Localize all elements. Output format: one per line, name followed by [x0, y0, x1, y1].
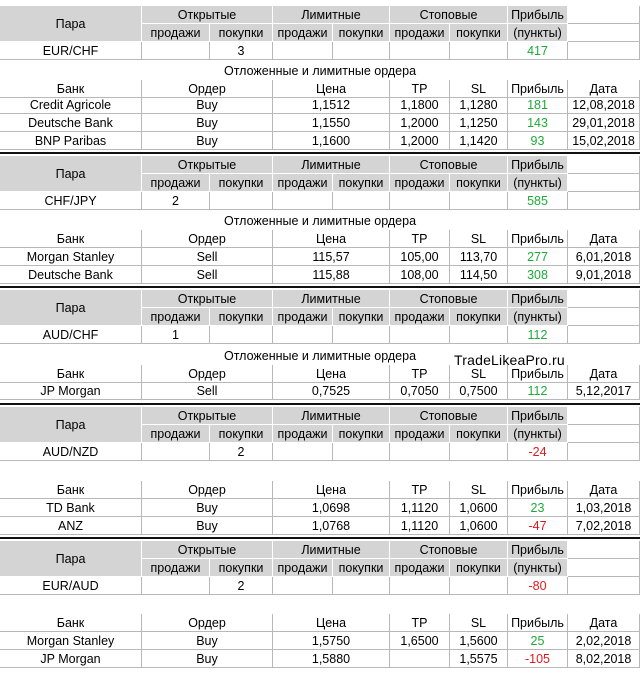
section-divider: [0, 403, 640, 405]
sell-subheader: продажи: [142, 425, 210, 443]
tp-value: 1,6500: [390, 632, 450, 650]
pending-orders-title: Отложенные и лимитные ордера: [223, 214, 417, 228]
price-header: Цена: [273, 481, 390, 499]
order-profit-value: 308: [508, 266, 568, 284]
summary-data-row: [0, 192, 640, 210]
open-sell-value: 1: [142, 326, 210, 344]
order-header: Ордер: [142, 80, 273, 98]
sl-header: SL: [450, 481, 508, 499]
limit-header: Лимитные: [273, 290, 390, 308]
order-profit-value: -105: [508, 650, 568, 668]
stop-header: Стоповые: [390, 6, 508, 24]
summary-subheader-row: [0, 24, 640, 42]
bank-value: Credit Agricole: [0, 96, 142, 114]
tp-value: 1,1120: [390, 517, 450, 535]
buy-subheader: покупки: [210, 425, 273, 443]
empty-cell: [568, 24, 640, 42]
order-profit-header: Прибыль: [508, 80, 568, 98]
sell-subheader: продажи: [273, 308, 333, 326]
order-row: [0, 382, 640, 400]
date-value: 29,01,2018: [568, 114, 640, 132]
date-value: 15,02,2018: [568, 132, 640, 150]
sell-subheader: продажи: [390, 425, 450, 443]
summary-subheader-row: [0, 308, 640, 326]
limit-sell-value: [273, 443, 333, 461]
order-type-value: Buy: [142, 517, 273, 535]
pair-header: Пара: [0, 156, 142, 192]
open-header: Открытые: [142, 407, 273, 425]
stop-buy-value: [450, 192, 508, 210]
tp-value: 1,2000: [390, 114, 450, 132]
summary-header-row: [0, 541, 640, 566]
price-header: Цена: [273, 80, 390, 98]
date-header: Дата: [568, 80, 640, 98]
empty-cell: [568, 192, 640, 210]
sl-value: 1,0600: [450, 517, 508, 535]
sell-subheader: продажи: [390, 174, 450, 192]
buy-subheader: покупки: [210, 559, 273, 577]
order-profit-value: 25: [508, 632, 568, 650]
price-value: 1,1600: [273, 132, 390, 150]
bank-header: Банк: [0, 365, 142, 383]
points-subheader: (пункты): [508, 425, 568, 443]
open-sell-value: [142, 443, 210, 461]
points-subheader: (пункты): [508, 24, 568, 42]
pending-orders-title-row: [0, 62, 640, 80]
empty-cell: [568, 425, 640, 443]
summary-data-row: [0, 577, 640, 595]
bank-header: Банк: [0, 481, 142, 499]
pair-value: AUD/CHF: [0, 326, 142, 344]
summary-subheader-row: [0, 174, 640, 192]
buy-subheader: покупки: [333, 559, 390, 577]
limit-header: Лимитные: [273, 541, 390, 559]
empty-cell: [568, 42, 640, 60]
summary-data-row: [0, 42, 640, 60]
open-sell-value: 2: [142, 192, 210, 210]
order-header: Ордер: [142, 481, 273, 499]
summary-header-row: [0, 407, 640, 432]
profit-header: Прибыль: [508, 156, 568, 174]
limit-buy-value: [333, 42, 390, 60]
order-profit-value: 23: [508, 499, 568, 517]
empty-cell: [568, 174, 640, 192]
bank-header: Банк: [0, 80, 142, 98]
sl-header: SL: [450, 365, 508, 383]
stop-sell-value: [390, 42, 450, 60]
open-header: Открытые: [142, 541, 273, 559]
price-value: 1,5880: [273, 650, 390, 668]
pair-header: Пара: [0, 407, 142, 443]
tp-header: TP: [390, 80, 450, 98]
order-row: [0, 650, 640, 668]
order-type-value: Buy: [142, 114, 273, 132]
date-header: Дата: [568, 365, 640, 383]
order-row: [0, 632, 640, 650]
tp-value: 1,1120: [390, 499, 450, 517]
buy-subheader: покупки: [450, 308, 508, 326]
stop-sell-value: [390, 443, 450, 461]
profit-header: Прибыль: [508, 407, 568, 425]
summary-subheader-row: [0, 425, 640, 443]
order-type-value: Buy: [142, 650, 273, 668]
bank-value: TD Bank: [0, 499, 142, 517]
empty-cell: [568, 541, 640, 559]
sell-subheader: продажи: [390, 24, 450, 42]
price-header: Цена: [273, 230, 390, 248]
order-type-value: Sell: [142, 266, 273, 284]
tp-header: TP: [390, 365, 450, 383]
empty-cell: [568, 559, 640, 577]
open-buy-value: 2: [210, 443, 273, 461]
limit-buy-value: [333, 443, 390, 461]
order-row: [0, 114, 640, 132]
total-profit-value: 417: [508, 42, 568, 60]
date-value: 2,02,2018: [568, 632, 640, 650]
sell-subheader: продажи: [273, 425, 333, 443]
bank-value: Morgan Stanley: [0, 632, 142, 650]
summary-header-row: [0, 290, 640, 315]
open-header: Открытые: [142, 156, 273, 174]
order-row: [0, 248, 640, 266]
date-value: 8,02,2018: [568, 650, 640, 668]
buy-subheader: покупки: [210, 308, 273, 326]
order-type-value: Buy: [142, 96, 273, 114]
stop-sell-value: [390, 326, 450, 344]
order-type-value: Sell: [142, 248, 273, 266]
price-header: Цена: [273, 614, 390, 632]
order-header: Ордер: [142, 230, 273, 248]
buy-subheader: покупки: [210, 174, 273, 192]
order-profit-value: 93: [508, 132, 568, 150]
pair-value: EUR/CHF: [0, 42, 142, 60]
stop-header: Стоповые: [390, 290, 508, 308]
empty-cell: [568, 308, 640, 326]
points-subheader: (пункты): [508, 174, 568, 192]
open-buy-value: 2: [210, 577, 273, 595]
points-subheader: (пункты): [508, 308, 568, 326]
bank-value: JP Morgan: [0, 650, 142, 668]
sell-subheader: продажи: [273, 24, 333, 42]
empty-cell: [568, 326, 640, 344]
stop-buy-value: [450, 443, 508, 461]
bank-value: Deutsche Bank: [0, 114, 142, 132]
stop-sell-value: [390, 577, 450, 595]
order-header: Ордер: [142, 614, 273, 632]
empty-cell: [568, 6, 640, 24]
sell-subheader: продажи: [273, 559, 333, 577]
open-sell-value: [142, 577, 210, 595]
buy-subheader: покупки: [450, 559, 508, 577]
sl-header: SL: [450, 80, 508, 98]
price-value: 115,57: [273, 248, 390, 266]
pair-header: Пара: [0, 541, 142, 577]
sl-value: 1,5600: [450, 632, 508, 650]
profit-header: Прибыль: [508, 6, 568, 24]
sl-header: SL: [450, 230, 508, 248]
sl-value: 1,1250: [450, 114, 508, 132]
bank-value: Deutsche Bank: [0, 266, 142, 284]
bank-header: Банк: [0, 230, 142, 248]
bank-value: ANZ: [0, 517, 142, 535]
pair-header: Пара: [0, 290, 142, 326]
watermark: TradeLikeaPro.ru: [454, 352, 565, 368]
sell-subheader: продажи: [390, 308, 450, 326]
date-value: 12,08,2018: [568, 96, 640, 114]
order-profit-header: Прибыль: [508, 230, 568, 248]
order-type-value: Buy: [142, 132, 273, 150]
sl-value: 0,7500: [450, 382, 508, 400]
tp-value: 1,1800: [390, 96, 450, 114]
total-profit-value: 112: [508, 326, 568, 344]
buy-subheader: покупки: [450, 425, 508, 443]
buy-subheader: покупки: [333, 24, 390, 42]
tp-value: 108,00: [390, 266, 450, 284]
empty-cell: [568, 443, 640, 461]
stop-buy-value: [450, 326, 508, 344]
orders-header-row: [0, 481, 640, 499]
order-row: [0, 499, 640, 517]
sell-subheader: продажи: [142, 24, 210, 42]
price-value: 1,5750: [273, 632, 390, 650]
profit-header: Прибыль: [508, 290, 568, 308]
sl-value: 1,5575: [450, 650, 508, 668]
limit-sell-value: [273, 326, 333, 344]
summary-data-row: [0, 326, 640, 344]
bank-header: Банк: [0, 614, 142, 632]
sl-value: 114,50: [450, 266, 508, 284]
stop-header: Стоповые: [390, 407, 508, 425]
profit-header: Прибыль: [508, 541, 568, 559]
price-value: 115,88: [273, 266, 390, 284]
order-profit-value: 143: [508, 114, 568, 132]
bank-value: BNP Paribas: [0, 132, 142, 150]
orders-header-row: [0, 614, 640, 632]
section-divider: [0, 537, 640, 539]
date-value: 9,01,2018: [568, 266, 640, 284]
stop-header: Стоповые: [390, 541, 508, 559]
points-subheader: (пункты): [508, 559, 568, 577]
buy-subheader: покупки: [450, 24, 508, 42]
empty-cell: [568, 577, 640, 595]
price-value: 1,0698: [273, 499, 390, 517]
buy-subheader: покупки: [450, 174, 508, 192]
tp-header: TP: [390, 614, 450, 632]
limit-buy-value: [333, 326, 390, 344]
bank-value: Morgan Stanley: [0, 248, 142, 266]
sl-value: 1,1420: [450, 132, 508, 150]
section-divider: [0, 152, 640, 154]
pair-header: Пара: [0, 6, 142, 42]
open-header: Открытые: [142, 290, 273, 308]
open-buy-value: [210, 192, 273, 210]
order-profit-value: 277: [508, 248, 568, 266]
total-profit-value: -24: [508, 443, 568, 461]
section-divider: [0, 286, 640, 288]
buy-subheader: покупки: [333, 174, 390, 192]
order-row: [0, 266, 640, 284]
order-profit-value: -47: [508, 517, 568, 535]
empty-cell: [568, 156, 640, 174]
price-value: 1,1550: [273, 114, 390, 132]
tp-header: TP: [390, 230, 450, 248]
order-profit-header: Прибыль: [508, 481, 568, 499]
pair-value: AUD/NZD: [0, 443, 142, 461]
order-row: [0, 517, 640, 535]
limit-sell-value: [273, 192, 333, 210]
summary-header-row: [0, 6, 640, 31]
price-value: 1,0768: [273, 517, 390, 535]
total-profit-value: -80: [508, 577, 568, 595]
open-header: Открытые: [142, 6, 273, 24]
price-value: 1,1512: [273, 96, 390, 114]
limit-sell-value: [273, 42, 333, 60]
tp-value: 1,2000: [390, 132, 450, 150]
sell-subheader: продажи: [142, 174, 210, 192]
date-header: Дата: [568, 481, 640, 499]
total-profit-value: 585: [508, 192, 568, 210]
order-header: Ордер: [142, 365, 273, 383]
order-row: [0, 132, 640, 150]
order-type-value: Buy: [142, 632, 273, 650]
date-value: 6,01,2018: [568, 248, 640, 266]
price-header: Цена: [273, 365, 390, 383]
limit-sell-value: [273, 577, 333, 595]
tp-value: 0,7050: [390, 382, 450, 400]
empty-cell: [568, 407, 640, 425]
date-header: Дата: [568, 614, 640, 632]
stop-buy-value: [450, 42, 508, 60]
buy-subheader: покупки: [333, 308, 390, 326]
sl-value: 113,70: [450, 248, 508, 266]
date-value: 1,03,2018: [568, 499, 640, 517]
sell-subheader: продажи: [390, 559, 450, 577]
summary-data-row: [0, 443, 640, 461]
open-sell-value: [142, 42, 210, 60]
stop-sell-value: [390, 192, 450, 210]
sell-subheader: продажи: [142, 308, 210, 326]
order-profit-header: Прибыль: [508, 365, 568, 383]
tp-header: TP: [390, 481, 450, 499]
order-type-value: Buy: [142, 499, 273, 517]
limit-header: Лимитные: [273, 6, 390, 24]
date-value: 5,12,2017: [568, 382, 640, 400]
bank-value: JP Morgan: [0, 382, 142, 400]
tp-value: [390, 650, 450, 668]
limit-header: Лимитные: [273, 156, 390, 174]
stop-buy-value: [450, 577, 508, 595]
sl-value: 1,1280: [450, 96, 508, 114]
stop-header: Стоповые: [390, 156, 508, 174]
orders-header-row: [0, 230, 640, 248]
order-type-value: Sell: [142, 382, 273, 400]
tp-value: 105,00: [390, 248, 450, 266]
order-profit-value: 181: [508, 96, 568, 114]
order-profit-header: Прибыль: [508, 614, 568, 632]
open-buy-value: 3: [210, 42, 273, 60]
limit-buy-value: [333, 192, 390, 210]
buy-subheader: покупки: [333, 425, 390, 443]
order-row: [0, 96, 640, 114]
sl-value: 1,0600: [450, 499, 508, 517]
pair-value: EUR/AUD: [0, 577, 142, 595]
pending-orders-title: Отложенные и лимитные ордера: [223, 349, 417, 363]
orders-header-row: [0, 365, 640, 383]
pair-value: CHF/JPY: [0, 192, 142, 210]
price-value: 0,7525: [273, 382, 390, 400]
date-header: Дата: [568, 230, 640, 248]
pending-orders-title: Отложенные и лимитные ордера: [223, 64, 417, 78]
limit-header: Лимитные: [273, 407, 390, 425]
order-profit-value: 112: [508, 382, 568, 400]
summary-subheader-row: [0, 559, 640, 577]
sl-header: SL: [450, 614, 508, 632]
empty-cell: [568, 290, 640, 308]
sell-subheader: продажи: [273, 174, 333, 192]
summary-header-row: [0, 156, 640, 181]
sell-subheader: продажи: [142, 559, 210, 577]
buy-subheader: покупки: [210, 24, 273, 42]
pending-orders-title-row: [0, 212, 640, 230]
date-value: 7,02,2018: [568, 517, 640, 535]
limit-buy-value: [333, 577, 390, 595]
open-buy-value: [210, 326, 273, 344]
